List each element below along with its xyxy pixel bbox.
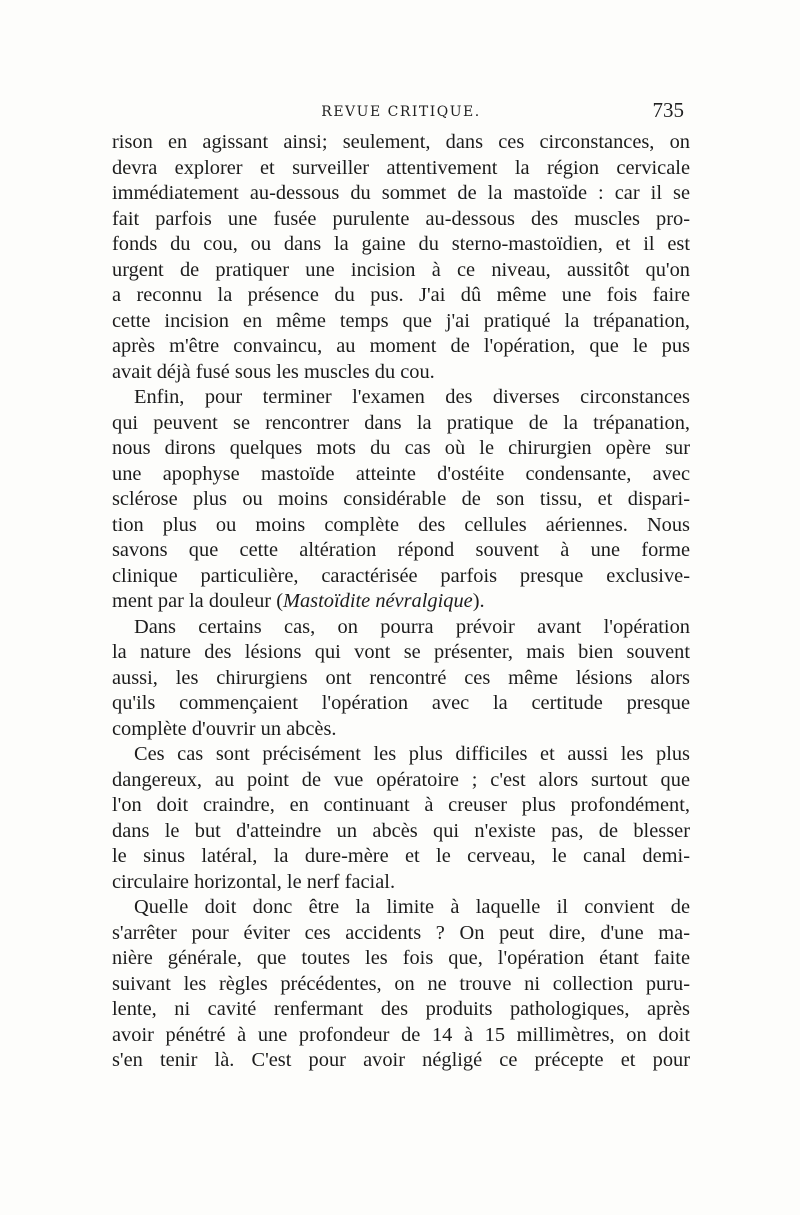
page-number: 735 bbox=[652, 98, 684, 122]
paragraph bbox=[112, 130, 690, 385]
text-line: clinique particulière, caractérisée parfois presque exclusive- bbox=[112, 564, 690, 587]
text-line: Dans certains cas, on pourra prévoir avant l'opération bbox=[134, 615, 690, 638]
paragraph bbox=[112, 385, 690, 615]
text-line bbox=[112, 589, 690, 615]
paragraph bbox=[112, 615, 690, 743]
text-line: la nature des lésions qui vont se présenter, mais bien souvent bbox=[112, 641, 690, 663]
text-line: urgent de pratiquer une incision à ce niveau, aussitôt qu'on bbox=[112, 258, 690, 281]
text-line: l'on doit craindre, en continuant à creuser plus profondément, bbox=[112, 794, 690, 816]
paragraph bbox=[112, 895, 690, 1074]
text-line: Enfin, pour terminer l'examen des diverses circonstances bbox=[134, 386, 690, 408]
text-line: une apophyse mastoïde atteinte d'ostéite condensante, avec bbox=[112, 462, 690, 485]
text-line: qui peuvent se rencontrer dans la pratique de la trépanation, bbox=[112, 411, 690, 434]
page-header bbox=[112, 98, 690, 128]
text-line: circulaire horizontal, le nerf facial. bbox=[112, 870, 396, 893]
text-line: qu'ils commençaient l'opération avec la certitude presque bbox=[112, 692, 690, 714]
text-line: avoir pénétré à une profondeur de 14 à 15 millimètres, on doit bbox=[112, 1023, 690, 1046]
text-segment: ment par la douleur ( bbox=[112, 590, 283, 612]
running-head: REVUE CRITIQUE. bbox=[321, 104, 481, 120]
text-line: avait déjà fusé sous les muscles du cou. bbox=[112, 360, 435, 383]
text-line: savons que cette altération répond souvent à une forme bbox=[112, 539, 690, 561]
text-line: tion plus ou moins complète des cellules aériennes. Nous bbox=[112, 513, 690, 536]
text-line: Quelle doit donc être la limite à laquelle il convient de bbox=[134, 896, 690, 918]
text-line: immédiatement au-dessous du sommet de la mastoïde : car il se bbox=[112, 182, 690, 204]
text-line: complète d'ouvrir un abcès. bbox=[112, 717, 337, 740]
text-line: Ces cas sont précisément les plus difficiles et aussi les plus bbox=[134, 743, 690, 765]
text-line: sclérose plus ou moins considérable de son tissu, et dispari- bbox=[112, 488, 690, 510]
body-text bbox=[112, 130, 690, 1074]
text-line: suivant les règles précédentes, on ne trouve ni collection puru- bbox=[112, 972, 690, 995]
italic-term: Mastoïdite névralgique bbox=[283, 590, 473, 612]
text-line: aussi, les chirurgiens ont rencontré ces même lésions alors bbox=[112, 666, 690, 689]
text-line: nous dirons quelques mots du cas où le chirurgien opère sur bbox=[112, 437, 690, 459]
text-line: le sinus latéral, la dure-mère et le cerveau, le canal demi- bbox=[112, 845, 690, 867]
text-line: a reconnu la présence du pus. J'ai dû même une fois faire bbox=[112, 284, 690, 306]
text-line: cette incision en même temps que j'ai pratiqué la trépanation, bbox=[112, 309, 690, 332]
text-line: nière générale, que toutes les fois que, l'opération étant faite bbox=[112, 947, 690, 969]
text-line: dans le but d'atteindre un abcès qui n'existe pas, de blesser bbox=[112, 819, 690, 842]
text-line: fait parfois une fusée purulente au-dessous des muscles pro- bbox=[112, 207, 690, 230]
text-line: lente, ni cavité renfermant des produits pathologiques, après bbox=[112, 998, 690, 1020]
text-line: dangereux, au point de vue opératoire ; c'est alors surtout que bbox=[112, 768, 690, 791]
text-line: devra explorer et surveiller attentivement la région cervicale bbox=[112, 156, 690, 179]
text-line: s'arrêter pour éviter ces accidents ? On peut dire, d'une ma- bbox=[112, 921, 690, 944]
text-line: rison en agissant ainsi; seulement, dans ces circonstances, on bbox=[112, 131, 690, 153]
text-line: après m'être convaincu, au moment de l'opération, que le pus bbox=[112, 335, 690, 357]
paragraph bbox=[112, 742, 690, 895]
text-segment: ). bbox=[472, 590, 485, 612]
text-line: s'en tenir là. C'est pour avoir négligé ce précepte et pour bbox=[112, 1049, 690, 1071]
text-line: fonds du cou, ou dans la gaine du sterno-mastoïdien, et il est bbox=[112, 233, 690, 255]
